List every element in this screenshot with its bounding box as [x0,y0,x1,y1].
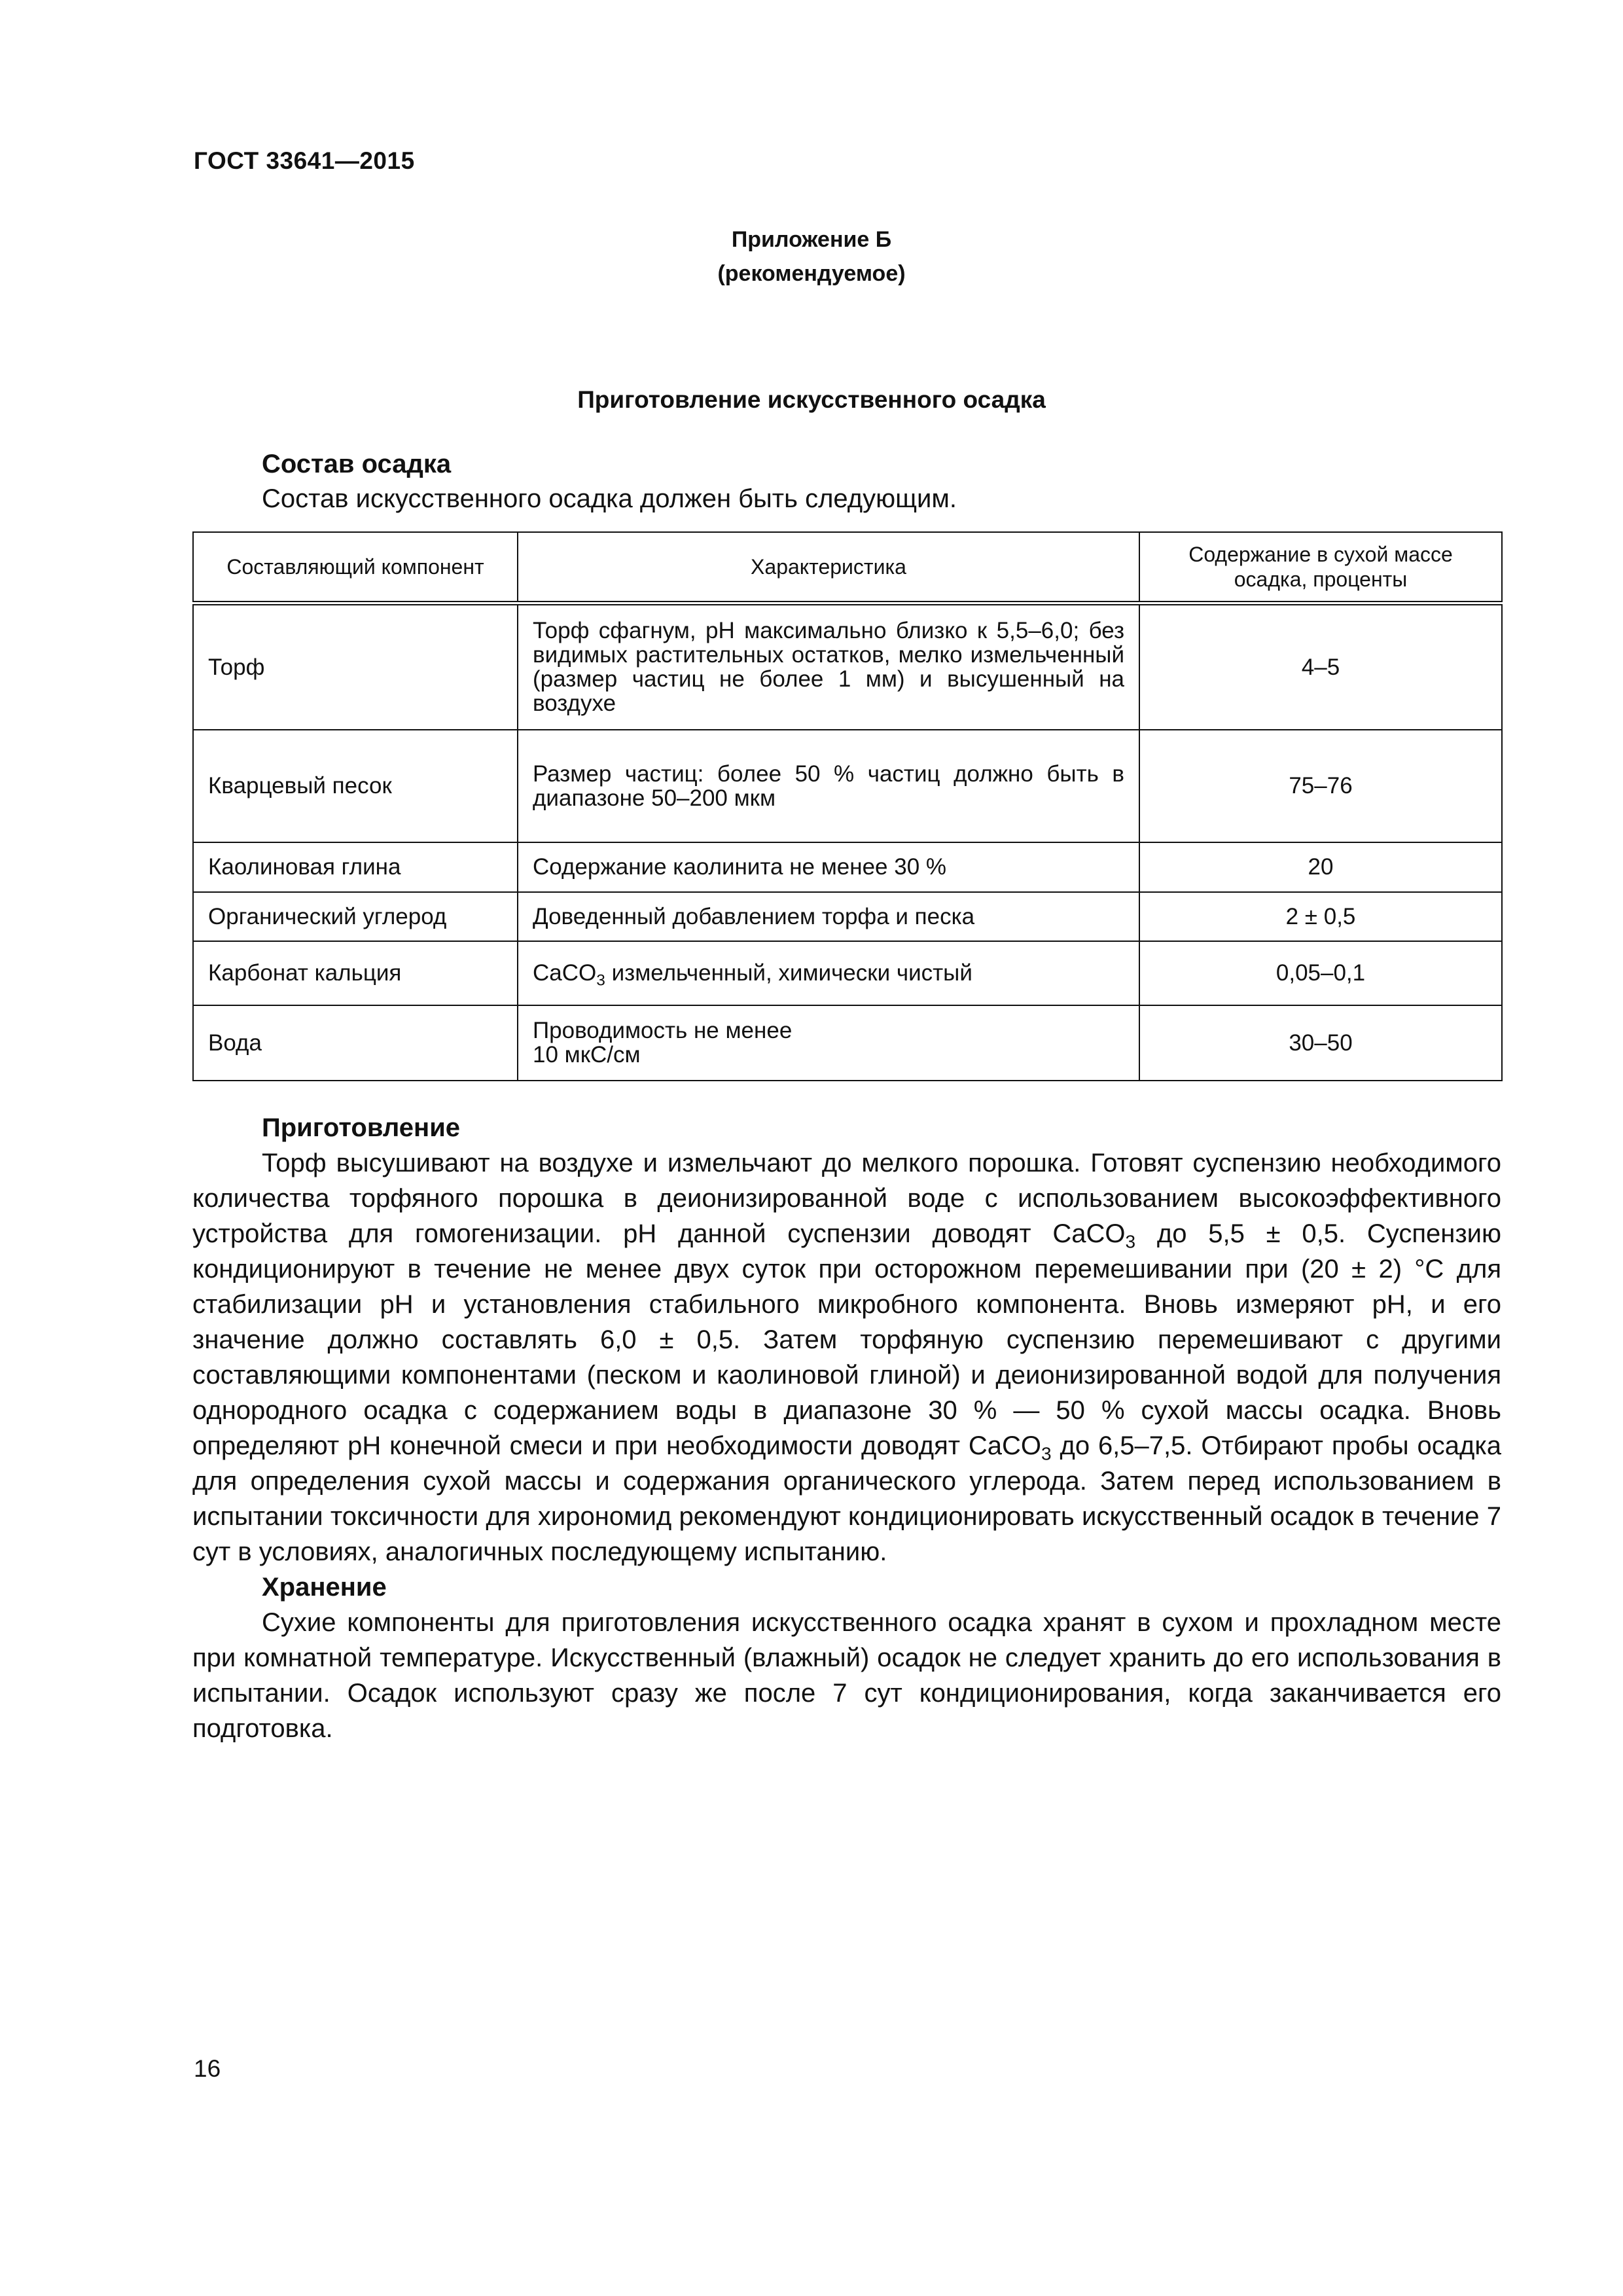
cell-content: 2 ± 0,5 [1139,892,1502,941]
cell-content: 20 [1139,842,1502,892]
formula-caco3: CaCO [533,960,597,986]
cell-content: 75–76 [1139,730,1502,842]
preparation-text: до 5,5 ± 0,5. Суспензию кондиционируют в течение не менее двух суток при осторожном перемешивании при (20 ± 2) °С для стабилизации рН и установления стабильного микробного компонента. Вновь измеряют рН, и его значение должно составлять 6,0 ± 0,5. Затем торфяную суспензию перемешивают с другими составляющими компонентами (песком и каолиновой глиной) и деионизированной водой для получения однородного осадка с содержанием воды в диапазоне 30 % — 50 % сухой массы осадка. Вновь определяют рН конечной смеси и при необходимости доводят CaCO [192,1219,1502,1460]
characteristic-line: 10 мкС/см [533,1042,641,1067]
cell-characteristic: Содержание каолинита не менее 30 % [518,842,1139,892]
annex-status: (рекомендуемое) [717,261,906,286]
preparation-heading: Приготовление [262,1113,461,1142]
standard-code: ГОСТ 33641—2015 [194,147,415,174]
preparation-paragraph [192,1145,1501,1570]
annex-label: Приложение Б [731,227,892,252]
header-content: Содержание в сухой массе осадка, проценты [1139,532,1502,603]
formula-subscript: 3 [1125,1231,1136,1252]
cell-component: Каолиновая глина [193,842,518,892]
preparation-section [192,1110,1501,1746]
cell-component: Карбонат кальция [193,941,518,1005]
cell-content: 30–50 [1139,1005,1502,1081]
cell-characteristic: Торф сфагнум, рН максимально близко к 5,5–6,0; без видимых растительных остатков, мелко измельченный (размер частиц не более 1 мм) и высушенный на воздухе [518,603,1139,730]
characteristic-line: Проводимость не менее [533,1018,793,1043]
storage-paragraph: Сухие компоненты для приготовления искусственного осадка хранят в сухом и прохладном месте при комнатной температуре. Искусственный (влажный) осадок не следует хранить до его использования в испытании. Осадок используют сразу же после 7 сут кондиционирования, когда заканчивается его подготовка. [192,1608,1501,1743]
characteristic-rest: измельченный, химически чистый [605,960,972,986]
page-number: 16 [194,2055,221,2082]
header-characteristic: Характеристика [518,532,1139,603]
table-row [193,892,1502,941]
storage-heading: Хранение [262,1573,387,1602]
header-component: Составляющий компонент [193,532,518,603]
cell-characteristic [518,1005,1139,1081]
table-row [193,730,1502,842]
formula-subscript: 3 [1041,1443,1052,1464]
cell-component: Кварцевый песок [193,730,518,842]
table-row [193,941,1502,1005]
preparation-text: до 6,5–7,5. Отбирают пробы осадка для определения сухой массы и содержания органического углерода. Затем перед использованием в испытании токсичности для хирономид рекомендуют кондиционировать искусственный осадок в течение 7 сут в условиях, аналогичных последующему испытанию. [192,1431,1501,1566]
annex-title: Приготовление искусственного осадка [577,386,1046,413]
cell-component: Торф [193,603,518,730]
composition-intro: Состав искусственного осадка должен быть следующим. [262,484,957,513]
table-row [193,1005,1502,1081]
cell-characteristic [518,941,1139,1005]
cell-component: Органический углерод [193,892,518,941]
cell-characteristic: Размер частиц: более 50 % частиц должно быть в диапазоне 50–200 мкм [518,730,1139,842]
cell-content: 0,05–0,1 [1139,941,1502,1005]
table-header-row [193,532,1502,603]
composition-table [192,531,1503,1081]
cell-characteristic: Доведенный добавлением торфа и песка [518,892,1139,941]
table-row [193,603,1502,730]
cell-component: Вода [193,1005,518,1081]
annex-heading [0,223,1623,291]
table-row [193,842,1502,892]
cell-content: 4–5 [1139,603,1502,730]
composition-heading: Состав осадка [262,450,452,478]
formula-subscript: 3 [596,971,605,990]
preparation-text: Торф высушивают на воздухе и измельчают до мелкого порошка. Готовят суспензию необходимого количества торфяного порошка в деионизированной воде с использованием высокоэффективного устройства для гомогенизации. рН данной суспензии доводят CaCO [192,1149,1501,1248]
